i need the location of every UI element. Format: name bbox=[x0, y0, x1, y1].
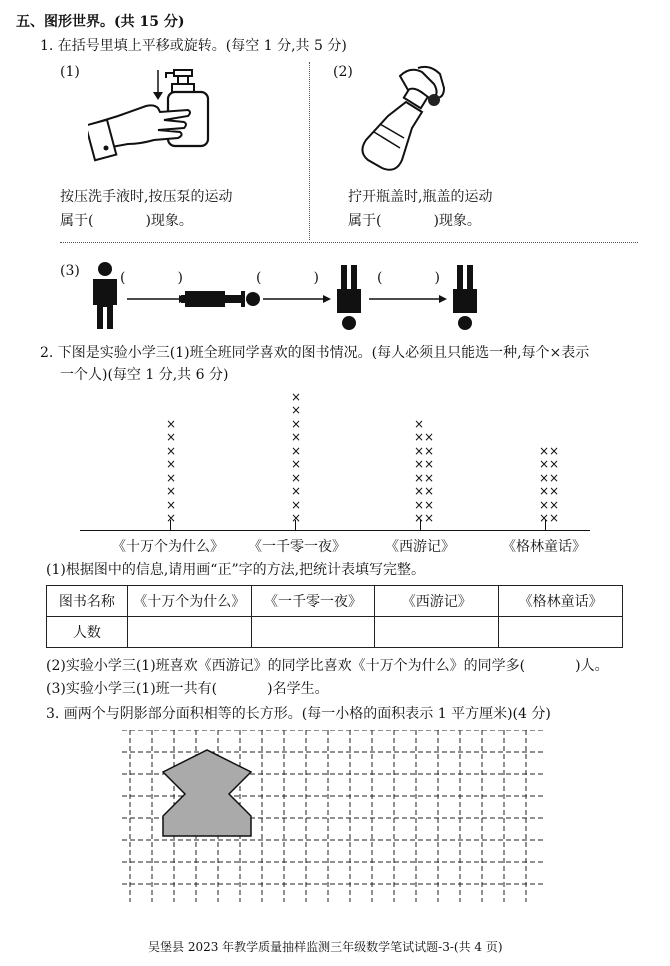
vertical-divider bbox=[309, 62, 310, 240]
lying-person-figure bbox=[181, 291, 260, 307]
count-cell-4[interactable] bbox=[499, 617, 623, 648]
x-mark-column-3: × ×× ×× ×× ×× ×× ×× ×× bbox=[414, 416, 435, 525]
q1-part3-blank-1[interactable] bbox=[120, 270, 183, 286]
table-row bbox=[47, 617, 623, 648]
tick-4 bbox=[545, 520, 546, 530]
q2-sub3-post: )名学生。 bbox=[267, 681, 329, 697]
q1-part3-blank-2[interactable] bbox=[256, 270, 319, 286]
q2-title-line2: 一个人)(每空 1 分,共 6 分) bbox=[60, 367, 229, 383]
q1-part2-line2 bbox=[348, 212, 481, 230]
table-header-book-1: 《十万个为什么》 bbox=[127, 586, 251, 617]
q2-sub2-pre: (2)实验小学三(1)班喜欢《西游记》的同学比喜欢《十万个为什么》的同学多( bbox=[46, 658, 526, 674]
x-mark-column-4: ×× ×× ×× ×× ×× ×× bbox=[539, 443, 560, 525]
drawing-grid[interactable] bbox=[122, 730, 548, 902]
count-cell-1[interactable] bbox=[127, 617, 251, 648]
count-cell-2[interactable] bbox=[251, 617, 375, 648]
q1-part2-label: (2) bbox=[333, 64, 353, 80]
paren-left: ( bbox=[377, 270, 383, 286]
q2-sub1: (1)根据图中的信息,请用画“正”字的方法,把统计表填写完整。 bbox=[46, 562, 426, 578]
paren-left: ( bbox=[256, 270, 262, 286]
q1-part3-label: (3) bbox=[60, 263, 80, 279]
tick-3 bbox=[420, 520, 421, 530]
q3-title: 3. 画两个与阴影部分面积相等的长方形。(每一小格的面积表示 1 平方厘米)(4 分) bbox=[46, 706, 551, 722]
q1-part2-post: )现象。 bbox=[433, 213, 481, 229]
paren-right: ) bbox=[434, 270, 440, 286]
q1-part1-line1: 按压洗手液时,按压泵的运动 bbox=[60, 189, 233, 205]
table-row-label: 人数 bbox=[47, 617, 128, 648]
table-header-book-4: 《格林童话》 bbox=[499, 586, 623, 617]
book-label-3: 《西游记》 bbox=[385, 539, 455, 555]
shaded-shape bbox=[163, 750, 251, 836]
q1-part1-post: )现象。 bbox=[145, 213, 193, 229]
paren-right: ) bbox=[177, 270, 183, 286]
q1-part1-pre: 属于( bbox=[60, 213, 94, 229]
q1-title: 1. 在括号里填上平移或旋转。(每空 1 分,共 5 分) bbox=[40, 38, 347, 54]
q1-part2-line1: 拧开瓶盖时,瓶盖的运动 bbox=[348, 189, 493, 205]
book-label-2: 《一千零一夜》 bbox=[248, 539, 346, 555]
section-title: 五、图形世界。(共 15 分) bbox=[16, 14, 185, 30]
x-mark-column-1: × × × × × × × × bbox=[166, 416, 177, 525]
bottle-cap-illustration bbox=[360, 64, 450, 179]
q1-part1-label: (1) bbox=[60, 64, 80, 80]
paren-left: ( bbox=[120, 270, 126, 286]
figure-transform-sequence bbox=[85, 255, 505, 335]
table-header-book-3: 《西游记》 bbox=[375, 586, 499, 617]
q2-sub3 bbox=[46, 680, 329, 698]
table-header-label: 图书名称 bbox=[47, 586, 128, 617]
q2-sub2 bbox=[46, 657, 609, 675]
q2-title-line1: 2. 下图是实验小学三(1)班全班同学喜欢的图书情况。(每人必须且只能选一种,每个×表示 bbox=[40, 345, 590, 361]
stat-table bbox=[46, 585, 623, 648]
horizontal-divider bbox=[60, 242, 638, 243]
inverted-person-figure-2 bbox=[453, 265, 477, 330]
q1-part1-line2 bbox=[60, 212, 193, 230]
standing-person-figure bbox=[93, 262, 117, 329]
tick-1 bbox=[170, 520, 171, 530]
q1-part2-pre: 属于( bbox=[348, 213, 382, 229]
q2-sub2-post: )人。 bbox=[575, 658, 609, 674]
q2-sub3-pre: (3)实验小学三(1)班一共有( bbox=[46, 681, 218, 697]
inverted-person-figure-1 bbox=[337, 265, 361, 330]
q1-part3-blank-3[interactable] bbox=[377, 270, 440, 286]
table-header-book-2: 《一千零一夜》 bbox=[251, 586, 375, 617]
page-footer: 吴堡县 2023 年教学质量抽样监测三年级数学笔试试题-3-(共 4 页) bbox=[148, 940, 503, 954]
count-cell-3[interactable] bbox=[375, 617, 499, 648]
book-label-1: 《十万个为什么》 bbox=[112, 539, 224, 555]
x-mark-column-2: × × × × × × × × × × bbox=[291, 389, 302, 525]
pictograph-baseline bbox=[80, 530, 590, 531]
hand-pump-illustration bbox=[88, 64, 238, 164]
table-row bbox=[47, 586, 623, 617]
book-label-4: 《格林童话》 bbox=[502, 539, 586, 555]
tick-2 bbox=[295, 520, 296, 530]
paren-right: ) bbox=[313, 270, 319, 286]
